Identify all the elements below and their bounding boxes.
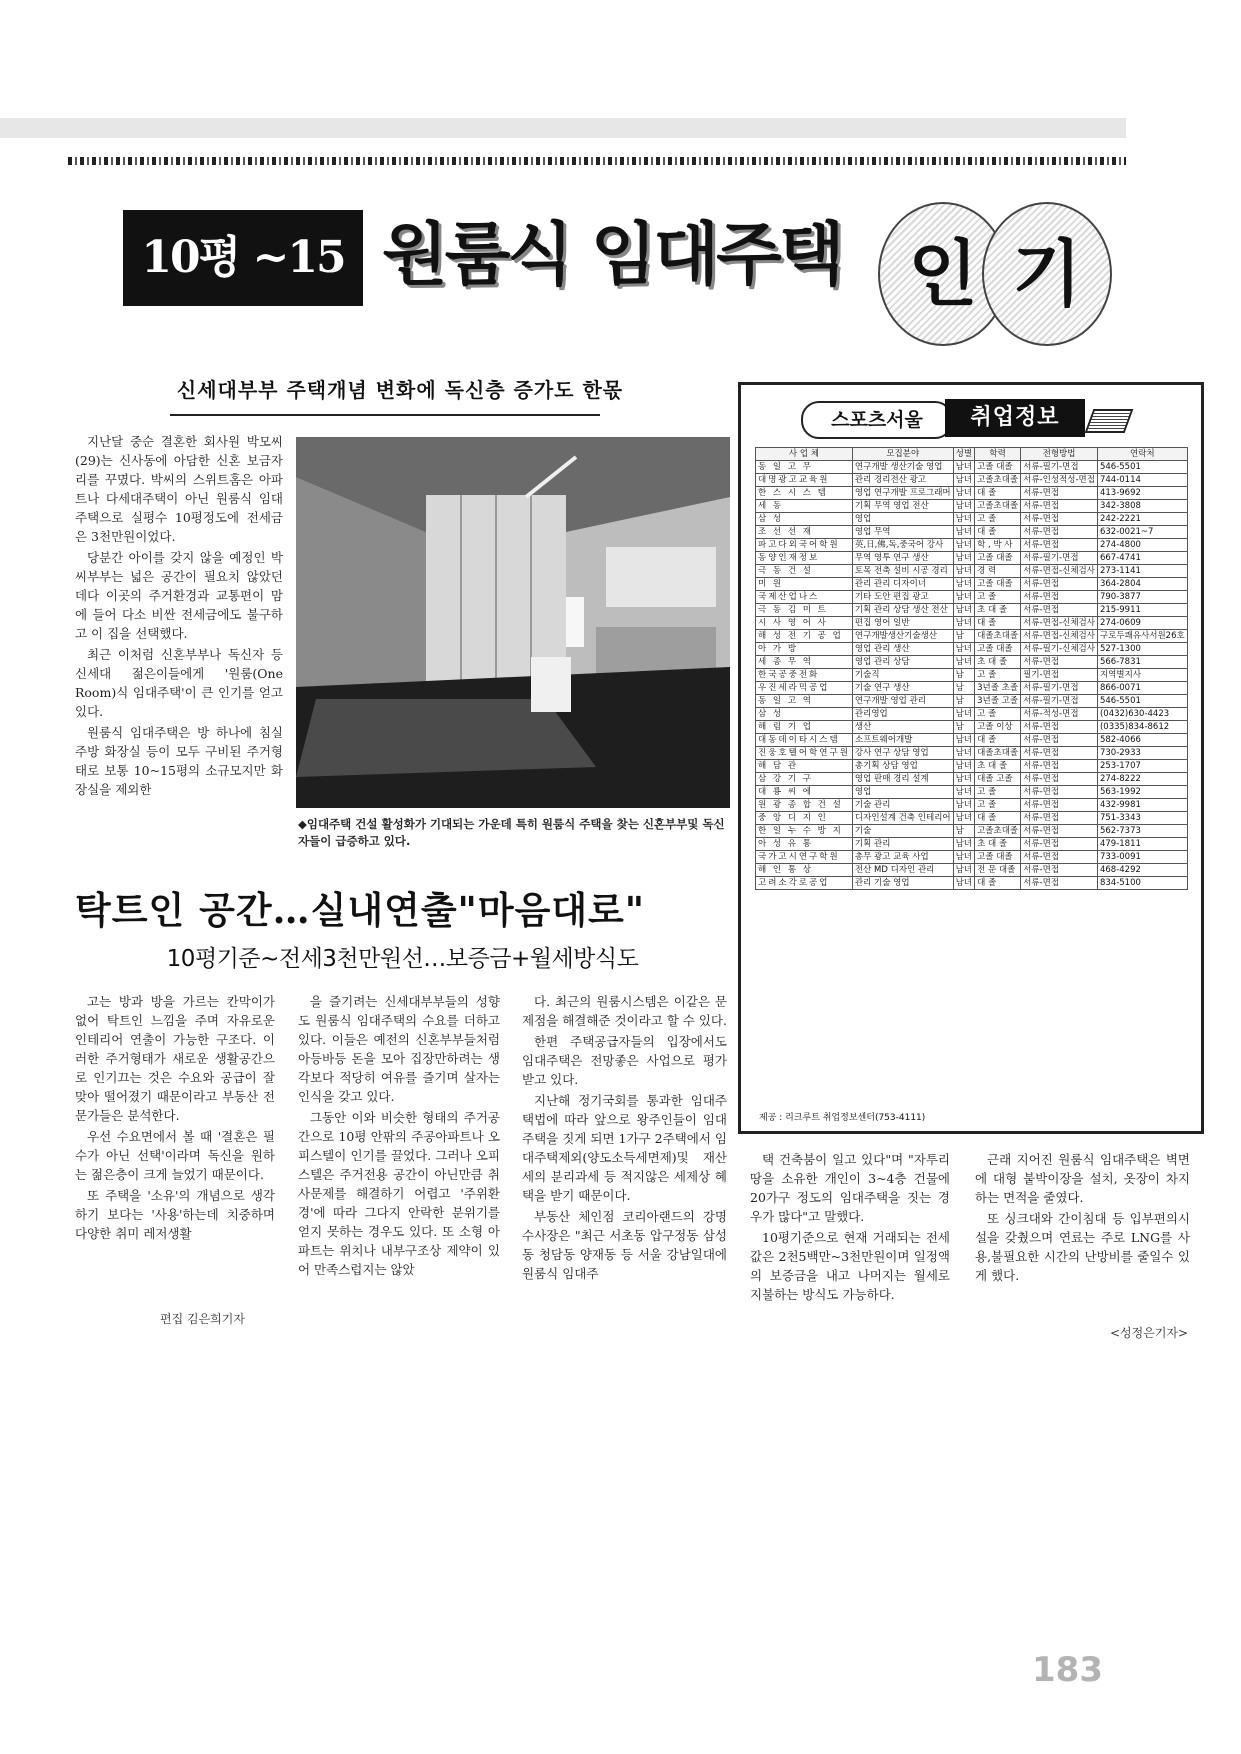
table-cell: 남녀 <box>953 487 974 500</box>
table-cell: 고졸 대졸 <box>975 851 1021 864</box>
table-row <box>756 864 1188 877</box>
body-paragraph: 우선 수요면에서 볼 때 '결혼은 필수가 아닌 선택'이라며 독신을 원하는 젊은층이 크게 늘었기 때문이다. <box>75 1129 275 1182</box>
body-paragraph: 또 싱크대와 간이침대 등 입부편의시설을 갖췄으며 연료는 주로 LNG를 사용,불필요한 시간의 난방비를 줄일수 있게 했다. <box>975 1211 1190 1283</box>
table-cell: 해 성 전 기 공 업 <box>756 630 853 643</box>
table-cell: 세 동 <box>756 500 853 513</box>
table-cell: 남 <box>953 682 974 695</box>
table-cell: 대명광고교육원 <box>756 474 853 487</box>
body-column-c <box>522 992 727 1285</box>
table-cell: 고졸초대졸 <box>975 500 1021 513</box>
table-cell: 고려소각로공업 <box>756 877 853 890</box>
table-cell: 영업 연구개발 프로그래머 <box>852 487 953 500</box>
table-cell: 관리 경리전산 광고 <box>852 474 953 487</box>
table-row <box>756 773 1188 786</box>
table-cell: 남녀 <box>953 461 974 474</box>
table-cell: 필기-면접 <box>1021 669 1098 682</box>
book-icon <box>1085 409 1134 433</box>
table-cell: 479-1811 <box>1097 838 1187 851</box>
job-info-source: 제공 : 리크루트 취업정보센터(753-4111) <box>759 1113 926 1123</box>
table-row <box>756 669 1188 682</box>
top-scan-bar <box>0 118 1126 138</box>
table-cell: 서류-면접 <box>1021 877 1098 890</box>
table-cell: 남 <box>953 721 974 734</box>
table-cell: 삼 강 기 구 <box>756 773 853 786</box>
table-cell: 파고다외국어학원 <box>756 539 853 552</box>
table-cell: 서류-적성-면접 <box>1021 708 1098 721</box>
body-paragraph: 다. 최근의 원룸시스템은 이같은 문제점을 해결해준 것이라고 할 수 있다. <box>522 994 727 1028</box>
table-row <box>756 721 1188 734</box>
table-cell: 274-0609 <box>1097 617 1187 630</box>
table-cell: 남녀 <box>953 799 974 812</box>
table-row <box>756 877 1188 890</box>
table-cell: 영업 관리 상담 <box>852 656 953 669</box>
table-cell: 대 졸 <box>975 487 1021 500</box>
table-cell: 남녀 <box>953 708 974 721</box>
table-cell: 342-3808 <box>1097 500 1187 513</box>
table-cell: 세 종 무 역 <box>756 656 853 669</box>
table-cell: 253-1707 <box>1097 760 1187 773</box>
table-cell: 대졸 고졸 <box>975 773 1021 786</box>
table-cell: 남녀 <box>953 552 974 565</box>
table-row <box>756 539 1188 552</box>
table-row <box>756 838 1188 851</box>
table-cell: 서류-필기-면접 <box>1021 461 1098 474</box>
table-cell: 해 림 기 업 <box>756 721 853 734</box>
table-cell: 서류-면접 <box>1021 734 1098 747</box>
table-cell: 서류-면접 <box>1021 812 1098 825</box>
table-row <box>756 604 1188 617</box>
decorative-dot-rule <box>68 157 1126 165</box>
table-cell: 서류-면접-신체검사 <box>1021 617 1098 630</box>
table-cell: 서류-면접 <box>1021 539 1098 552</box>
body-column-e <box>975 1150 1190 1287</box>
table-cell: 극 동 건 설 <box>756 565 853 578</box>
table-cell: 남녀 <box>953 773 974 786</box>
table-row <box>756 682 1188 695</box>
table-cell: 서류-면접 <box>1021 721 1098 734</box>
table-cell: 274-4800 <box>1097 539 1187 552</box>
subhead-rule <box>170 414 600 416</box>
table-cell: 진웅호텔어학연구원 <box>756 747 853 760</box>
body-paragraph: 택 건축붐이 일고 있다"며 "자투리땅을 소유한 개인이 3~4층 건물에 20가구 정도의 임대주택을 짓는 경우가 많다"고 말했다. <box>750 1152 950 1224</box>
table-cell: 구로두쾌유사서원26호 <box>1097 630 1187 643</box>
table-cell: 413-9692 <box>1097 487 1187 500</box>
table-cell: 대 룡 씨 에 <box>756 786 853 799</box>
table-cell: 서류-면접 <box>1021 760 1098 773</box>
table-cell: 274-8222 <box>1097 773 1187 786</box>
table-cell: 서류-필기-신체검사 <box>1021 643 1098 656</box>
popular-char-2: 기 <box>982 202 1112 346</box>
table-cell: 834-5100 <box>1097 877 1187 890</box>
body-column-d <box>750 1150 950 1306</box>
table-cell: 남녀 <box>953 786 974 799</box>
intro-paragraph: 당분간 아이를 갖지 않을 예정인 박씨부부는 넓은 공간이 필요치 않았던 데다 이곳의 주거환경과 교통편이 맘에 들어 다소 비싼 전세금에도 불구하고 이 집을 선택했다. <box>75 550 283 641</box>
table-cell: 초 대 졸 <box>975 838 1021 851</box>
table-cell: 790-3877 <box>1097 591 1187 604</box>
table-cell: 영업 관리 생산 <box>852 643 953 656</box>
table-cell: 남 <box>953 630 974 643</box>
body-paragraph: 그동안 이와 비슷한 형태의 주거공간으로 10평 안팎의 주공아파트나 오피스텔이 인기를 끌었다. 그러나 오피스텔은 주거전용 공간이 아닌만큼 취사문제를 해결하기 어렵고 '주위환경'에 따라 그다지 안락한 분위기를 얻지 못하는 경우도 있다. 또 소형 아파트는 위치나 내부구조상 제약이 있어 만족스럽지는 않았 <box>298 1110 500 1277</box>
intro-paragraph: 지난달 중순 결혼한 회사원 박모씨(29)는 신사동에 아담한 신혼 보금자리를 꾸몄다. 박씨의 스위트홈은 아파트나 다세대주택이 아닌 원룸식 임대주택으로 실평수 10평정도에 전세금은 3천만원이었다. <box>75 434 283 544</box>
table-cell: 364-2804 <box>1097 578 1187 591</box>
table-cell: 서류-면접 <box>1021 656 1098 669</box>
body-paragraph: 한편 주택공급자들의 입장에서도 임대주택은 전망좋은 사업으로 평가받고 있다. <box>522 1034 727 1087</box>
table-cell: 866-0071 <box>1097 682 1187 695</box>
table-cell: 삼 성 <box>756 513 853 526</box>
table-cell: 전 문 대졸 <box>975 864 1021 877</box>
table-cell: 학 , 박 사 <box>975 539 1021 552</box>
table-row <box>756 461 1188 474</box>
table-cell: 초 대 졸 <box>975 760 1021 773</box>
popular-char-1: 인 <box>878 202 1008 346</box>
table-cell: 아 가 방 <box>756 643 853 656</box>
table-cell: (0432)630-4423 <box>1097 708 1187 721</box>
second-subheadline: 10평기준~전세3천만원선…보증금+월세방식도 <box>166 946 639 972</box>
table-cell: 초 대 졸 <box>975 604 1021 617</box>
table-cell: 남녀 <box>953 539 974 552</box>
table-cell: 서류-면접 <box>1021 578 1098 591</box>
table-cell: 원 광 종 합 건 설 <box>756 799 853 812</box>
table-row <box>756 825 1188 838</box>
popular-badge <box>878 202 1108 352</box>
table-row <box>756 656 1188 669</box>
table-cell: 서류-면접 <box>1021 786 1098 799</box>
table-cell: 남녀 <box>953 617 974 630</box>
table-header-row <box>756 448 1188 461</box>
table-cell: 연구개발 생산기술 영업 <box>852 461 953 474</box>
table-cell: 3년졸 초졸 <box>975 682 1021 695</box>
table-cell: 총기획 상담 영업 <box>852 760 953 773</box>
body-paragraph: 10평기준으로 현재 거래되는 전세값은 2천5백만~3천만원이며 일정액의 보증금을 내고 나머지는 월세로 지불하는 방식도 가능하다. <box>750 1230 950 1302</box>
table-cell: 시 사 영 어 사 <box>756 617 853 630</box>
table-row <box>756 851 1188 864</box>
table-cell: 566-7831 <box>1097 656 1187 669</box>
table-cell: 남녀 <box>953 734 974 747</box>
table-cell: 273-1141 <box>1097 565 1187 578</box>
table-cell: 무역 영투 연구 생산 <box>852 552 953 565</box>
table-cell: 해 담 관 <box>756 760 853 773</box>
table-cell: 영업 판매 경리 설계 <box>852 773 953 786</box>
table-cell: 서류-면접 <box>1021 604 1098 617</box>
table-cell: 대졸초대졸 <box>975 747 1021 760</box>
table-cell: 남 <box>953 825 974 838</box>
column-header: 성별 <box>953 448 974 461</box>
table-cell: 초 대 졸 <box>975 656 1021 669</box>
table-cell: 대졸초대졸 <box>975 630 1021 643</box>
table-cell: 서류-면접 <box>1021 513 1098 526</box>
table-cell: 기술 <box>852 825 953 838</box>
body-paragraph: 을 즐기려는 신세대부부들의 성향도 원룸식 임대주택의 수요를 더하고 있다. 이들은 예전의 신혼부부들처럼 아등바등 돈을 모아 집장만하려는 생각보다 적당히 여유를 즐기며 살자는 인식을 갖고 있다. <box>298 994 500 1104</box>
table-cell: 국가고시연구학원 <box>756 851 853 864</box>
table-cell: 총무 광고 교육 사업 <box>852 851 953 864</box>
table-cell: 한국공중전화 <box>756 669 853 682</box>
table-cell: 432-9981 <box>1097 799 1187 812</box>
table-cell: 남녀 <box>953 500 974 513</box>
table-cell: 기획 무역 영업 전산 <box>852 500 953 513</box>
table-cell: 667-4741 <box>1097 552 1187 565</box>
table-cell: 대 졸 <box>975 812 1021 825</box>
job-info-box <box>738 382 1204 1134</box>
table-cell: 733-0091 <box>1097 851 1187 864</box>
table-cell: 남녀 <box>953 591 974 604</box>
table-cell: 남 <box>953 669 974 682</box>
table-cell: 서류-면접 <box>1021 487 1098 500</box>
table-cell: 서류-면접-신체검사 <box>1021 630 1098 643</box>
table-cell: 582-4066 <box>1097 734 1187 747</box>
table-cell: 연구개발 영업 관리 <box>852 695 953 708</box>
table-cell: 서류-면접-신체검사 <box>1021 565 1098 578</box>
table-cell: 남 <box>953 695 974 708</box>
intro-paragraph: 원룸식 임대주택은 방 하나에 침실 주방 화장실 등이 모두 구비된 주거형태로 보통 10~15평의 소규모지만 화장실을 제외한 <box>75 725 283 797</box>
table-cell: 고졸 대졸 <box>975 552 1021 565</box>
table-cell: 242-2221 <box>1097 513 1187 526</box>
table-cell: 751-3343 <box>1097 812 1187 825</box>
job-info-badge: 취업정보 <box>945 399 1085 437</box>
table-cell: 546-5501 <box>1097 695 1187 708</box>
table-cell: 서류-면접 <box>1021 838 1098 851</box>
table-cell: 고졸 대졸 <box>975 461 1021 474</box>
table-row <box>756 799 1188 812</box>
table-cell: 고 졸 <box>975 786 1021 799</box>
table-cell: 527-1300 <box>1097 643 1187 656</box>
table-cell: 남녀 <box>953 851 974 864</box>
table-cell: 남녀 <box>953 578 974 591</box>
table-cell: 기술 관리 <box>852 799 953 812</box>
table-cell: 서류-필기-면접 <box>1021 695 1098 708</box>
table-cell: 고졸초대졸 <box>975 474 1021 487</box>
table-cell: 고졸초대졸 <box>975 825 1021 838</box>
table-row <box>756 812 1188 825</box>
table-cell: 기술직 <box>852 669 953 682</box>
table-cell: 남녀 <box>953 747 974 760</box>
table-cell: 730-2933 <box>1097 747 1187 760</box>
subheadline: 신세대부부 주택개념 변화에 독신층 증가도 한몫 <box>176 378 624 402</box>
table-cell: 서류-면접 <box>1021 500 1098 513</box>
table-cell: 소프트웨어개발 <box>852 734 953 747</box>
table-cell: 관리 기술 영업 <box>852 877 953 890</box>
table-cell: 영업 무역 <box>852 526 953 539</box>
table-cell: 남녀 <box>953 604 974 617</box>
table-cell: 546-5501 <box>1097 461 1187 474</box>
table-cell: 전산 MD 디자인 관리 <box>852 864 953 877</box>
table-cell: 고 졸 <box>975 708 1021 721</box>
table-cell: (0335)834-8612 <box>1097 721 1187 734</box>
body-paragraph: 근래 지어진 원룸식 임대주택은 벽면에 대형 붙박이장을 설치, 옷장이 차지하는 면적을 줄였다. <box>975 1152 1190 1205</box>
table-cell: 강사 연구 상담 영업 <box>852 747 953 760</box>
table-row <box>756 643 1188 656</box>
table-cell: 215-9911 <box>1097 604 1187 617</box>
table-cell: 남녀 <box>953 474 974 487</box>
table-cell: 영업 <box>852 513 953 526</box>
table-cell: 서류-면접 <box>1021 591 1098 604</box>
table-row <box>756 760 1188 773</box>
table-row <box>756 630 1188 643</box>
photo-caption: ◆임대주택 건설 활성화가 기대되는 가운데 특히 원룸식 주택을 찾는 신혼부부및 독신자들이 급증하고 있다. <box>298 817 725 848</box>
reporter-byline: <성정은기자> <box>1110 1326 1189 1340</box>
table-cell: 동 일 고 역 <box>756 695 853 708</box>
table-cell: 남녀 <box>953 565 974 578</box>
table-row <box>756 747 1188 760</box>
table-cell: 관리 관리 디자이너 <box>852 578 953 591</box>
column-header: 전형방법 <box>1021 448 1098 461</box>
intro-paragraph: 최근 이처럼 신혼부부나 독신자 등 신세대 젊은이들에게 '원룸(One Room)식 임대주택'이 큰 인기를 얻고 있다. <box>75 647 283 719</box>
table-cell: 英,日,佛,독,중국어 강사 <box>852 539 953 552</box>
table-row <box>756 565 1188 578</box>
table-cell: 아 성 유 통 <box>756 838 853 851</box>
table-cell: 남녀 <box>953 760 974 773</box>
table-cell: 기술 연구 생산 <box>852 682 953 695</box>
table-cell: 남녀 <box>953 643 974 656</box>
apartment-interior-photo <box>296 437 730 808</box>
table-cell: 고졸 대졸 <box>975 578 1021 591</box>
table-cell: 대동데이타시스템 <box>756 734 853 747</box>
table-cell: 디자인설계 건축 인테리어 <box>852 812 953 825</box>
table-cell: 남녀 <box>953 812 974 825</box>
table-cell: 연구개발생산기술생산 <box>852 630 953 643</box>
table-cell: 대 졸 <box>975 526 1021 539</box>
table-row <box>756 487 1188 500</box>
table-cell: 기획 관리 <box>852 838 953 851</box>
body-column-b <box>298 992 500 1281</box>
table-cell: 지역별지사 <box>1097 669 1187 682</box>
column-header: 사 업 체 <box>756 448 853 461</box>
table-cell: 서류-면접 <box>1021 747 1098 760</box>
body-paragraph: 부동산 체인점 코리아랜드의 강명수사장은 "최근 서초동 압구정동 삼성동 청담동 양재동 등 서울 강남일대에 원룸식 임대주 <box>522 1209 727 1281</box>
table-row <box>756 734 1188 747</box>
table-cell: 서류-필기-면접 <box>1021 682 1098 695</box>
table-cell: 서류-면접 <box>1021 825 1098 838</box>
table-cell: 고졸 이상 <box>975 721 1021 734</box>
table-cell: 대 졸 <box>975 734 1021 747</box>
table-cell: 3년졸 고졸 <box>975 695 1021 708</box>
table-cell: 우진세라믹공업 <box>756 682 853 695</box>
body-column-a <box>75 992 275 1245</box>
table-row <box>756 695 1188 708</box>
table-cell: 기획 관리 상담 생산 전산 <box>852 604 953 617</box>
job-info-title <box>801 399 1141 439</box>
table-cell: 삼 성 <box>756 708 853 721</box>
job-listing-rows <box>756 461 1188 890</box>
table-cell: 고 졸 <box>975 591 1021 604</box>
table-cell: 남녀 <box>953 526 974 539</box>
column-header: 학력 <box>975 448 1021 461</box>
table-cell: 563-1992 <box>1097 786 1187 799</box>
table-cell: 극 동 김 미 트 <box>756 604 853 617</box>
table-cell: 남녀 <box>953 656 974 669</box>
table-cell: 경 력 <box>975 565 1021 578</box>
table-cell: 고졸 대졸 <box>975 643 1021 656</box>
table-cell: 고 졸 <box>975 669 1021 682</box>
table-cell: 동양인재정보 <box>756 552 853 565</box>
table-cell: 중 앙 디 지 인 <box>756 812 853 825</box>
table-cell: 대 졸 <box>975 877 1021 890</box>
table-cell: 서류-면접 <box>1021 851 1098 864</box>
table-cell: 서류-면접 <box>1021 864 1098 877</box>
table-cell: 서류-면접 <box>1021 526 1098 539</box>
table-cell: 한 스 시 스 템 <box>756 487 853 500</box>
table-row <box>756 552 1188 565</box>
table-cell: 632-0021~7 <box>1097 526 1187 539</box>
table-cell: 고 졸 <box>975 799 1021 812</box>
table-row <box>756 526 1188 539</box>
table-cell: 동 일 고 무 <box>756 461 853 474</box>
table-row <box>756 500 1188 513</box>
table-cell: 관리영업 <box>852 708 953 721</box>
table-cell: 기타 도안 편집 광고 <box>852 591 953 604</box>
table-row <box>756 578 1188 591</box>
page-number: 183 <box>1032 1650 1103 1690</box>
job-listing-table <box>755 447 1188 890</box>
table-cell: 대 졸 <box>975 617 1021 630</box>
table-cell: 남녀 <box>953 513 974 526</box>
table-cell: 미 원 <box>756 578 853 591</box>
table-row <box>756 617 1188 630</box>
column-header: 모집분야 <box>852 448 953 461</box>
body-paragraph: 지난해 정기국회를 통과한 임대주택법에 따라 앞으로 왕주인들이 임대주택을 짓게 되면 1가구 2주택에서 임대주택제외(양도소득세면제)및 재산세의 분리과세 등 적지않은 세제상 혜택을 받기 때문이다. <box>522 1093 727 1203</box>
main-headline: 원룸식 임대주택 <box>382 216 842 295</box>
table-cell: 남녀 <box>953 864 974 877</box>
table-cell: 남녀 <box>953 838 974 851</box>
table-cell: 토목 전축 설비 시공 경리 <box>852 565 953 578</box>
publisher-pill: 스포츠서울 <box>801 401 953 439</box>
table-cell: 영업 <box>852 786 953 799</box>
editor-byline: 편집 김은희기자 <box>160 1312 245 1326</box>
table-row <box>756 786 1188 799</box>
table-cell: 국제산업나스 <box>756 591 853 604</box>
table-cell: 편집 영어 일반 <box>852 617 953 630</box>
intro-column <box>75 432 283 801</box>
table-cell: 468-4292 <box>1097 864 1187 877</box>
table-cell: 서류-필기-면접 <box>1021 552 1098 565</box>
table-cell: 서류-인성적성-면접 <box>1021 474 1098 487</box>
table-cell: 562-7373 <box>1097 825 1187 838</box>
table-cell: 서류-면접 <box>1021 773 1098 786</box>
table-row <box>756 474 1188 487</box>
table-cell: 해 인 통 상 <box>756 864 853 877</box>
table-cell: 서류-면접 <box>1021 799 1098 812</box>
table-cell: 생산 <box>852 721 953 734</box>
table-row <box>756 513 1188 526</box>
body-paragraph: 또 주택을 '소유'의 개념으로 생각하기 보다는 '사용'하는데 치중하며 다양한 취미 레저생활 <box>75 1188 275 1241</box>
table-cell: 남녀 <box>953 877 974 890</box>
size-range-banner: 10평 ~15평 <box>123 210 363 306</box>
table-cell: 744-0114 <box>1097 474 1187 487</box>
table-cell: 한 일 누 수 방 지 <box>756 825 853 838</box>
table-cell: 고 졸 <box>975 513 1021 526</box>
second-headline: 탁트인 공간…실내연출"마음대로" <box>75 888 646 932</box>
table-row <box>756 708 1188 721</box>
column-header: 연락처 <box>1097 448 1187 461</box>
table-cell: 조 선 선 재 <box>756 526 853 539</box>
body-paragraph: 고는 방과 방을 가르는 칸막이가 없어 탁트인 느낌을 주며 자유로운 인테리어 연출이 가능한 구조다. 이러한 주거형태가 새로운 생활공간으로 인기끄는 것은 수요와 공급이 잘 맞아 떨어졌기 때문이라고 부동산 전문가들은 분석한다. <box>75 994 275 1123</box>
table-row <box>756 591 1188 604</box>
